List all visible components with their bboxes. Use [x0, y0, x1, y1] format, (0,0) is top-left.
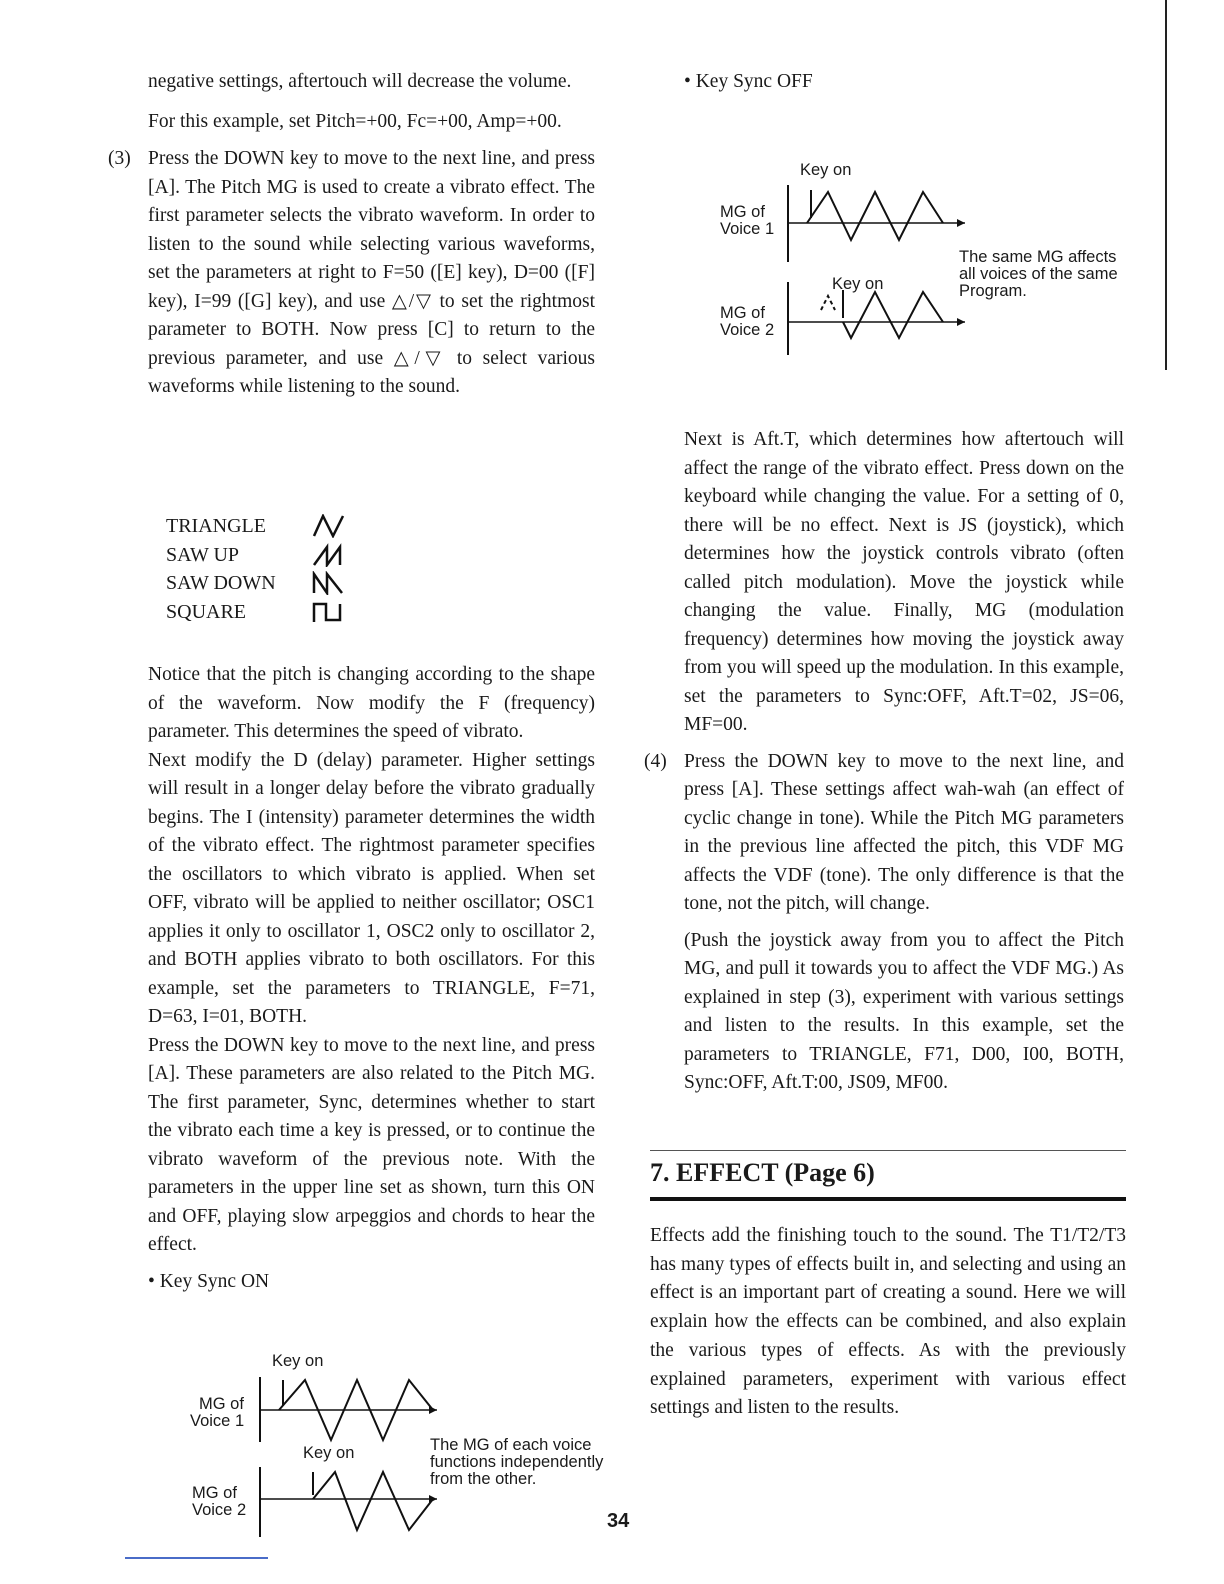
mg-voice2-label: MG of	[192, 1484, 237, 1502]
mg-voice1-label: Voice 1	[190, 1412, 245, 1430]
key-on-label: Key on	[832, 275, 884, 293]
right-column	[644, 426, 1124, 1098]
saw-down-wave-icon	[312, 571, 346, 595]
waveform-label: SAW UP	[166, 543, 240, 566]
waveform-label: TRIANGLE	[166, 515, 266, 537]
key-on-label: Key on	[303, 1444, 355, 1462]
bottom-mark	[125, 1557, 268, 1559]
step-4	[644, 748, 1124, 1098]
step-3	[108, 145, 595, 402]
mg-voice1-label: Voice 1	[720, 220, 775, 238]
note-label: functions independently	[430, 1453, 604, 1471]
notice-paragraph: Notice that the pitch is changing according to the shape of the waveform. Now modify the F (frequency) parameter. This determines the speed of vibrato.	[148, 664, 595, 742]
waveform-item	[166, 541, 276, 570]
key-on-label: Key on	[272, 1352, 324, 1370]
key-on-label: Key on	[800, 161, 852, 179]
waveform-item	[166, 512, 276, 541]
note-label: from the other.	[430, 1470, 537, 1488]
step-4-text: Press the DOWN key to move to the next line, and press [A]. These settings affect wah-wah (an effect of cyclic change in tone). While the Pitch MG parameters in the previous line affected the pitch, this VDF MG affects the VDF (tone). The only difference is that the tone, not the pitch, will change.	[684, 750, 1124, 914]
step-4-number: (4)	[644, 750, 667, 772]
intro-paragraph-1: negative settings, aftertouch will decrease the volume.	[148, 71, 572, 92]
left-column	[108, 68, 595, 402]
note-label: The same MG affects	[959, 248, 1117, 266]
mg-voice2-label: MG of	[720, 304, 765, 322]
section-heading: 7. EFFECT (Page 6)	[650, 1158, 875, 1187]
sync-paragraph: Press the DOWN key to move to the next line, and press [A]. These parameters are also related to the Pitch MG. The first parameter, Sync, determines whether to start the vibrato each time a key is pressed, or to continue the vibrato waveform of the previous note. With the parameters in the upper line set as shown, turn this ON and OFF, playing slow arpeggios and chords to hear the effect.	[148, 1034, 595, 1255]
note-label: all voices of the same	[959, 265, 1118, 283]
mg-voice2-label: Voice 2	[192, 1501, 247, 1519]
left-column-lower	[148, 661, 595, 1296]
page-number: 34	[607, 1510, 630, 1532]
heading-rule	[650, 1197, 1126, 1201]
step-3-text: Press the DOWN key to move to the next line, and press [A]. The Pitch MG is used to create a vibrato effect. The first parameter selects the vibrato waveform. In order to listen to the sound while selecting various waveforms, set the parameters at right to F=50 ([E] key), D=00 ([F] key), I=99 ([G] key), and use △/▽ to set the rightmost parameter to BOTH. Now press [C] to return to the previous parameter, and use △/▽ to select various waveforms while listening to the sound.	[148, 148, 595, 397]
waveform-label: SQUARE	[166, 600, 247, 623]
triangle-wave-icon	[312, 514, 346, 538]
delay-paragraph: Next modify the D (delay) parameter. Higher settings will result in a longer delay before the vibrato gradually begins. The I (intensity) parameter determines the width of the vibrato effect. The rightmost parameter specifies the oscillators to which vibrato is applied. When set OFF, vibrato will be applied to neither oscillator; OSC1 applies it only to oscillator 1, OSC2 only to oscillator 2, and BOTH applies vibrato to both oscillators. For this example, set the parameters to TRIANGLE, F=71, D=63, I=01, BOTH.	[148, 749, 595, 1027]
aftertouch-paragraph: Next is Aft.T, which determines how aftertouch will affect the range of the vibrato effect. Press down on the keyboard while changing the value. For a setting of 0, there will be no effect. Next is JS (joystick), which determines how the joystick controls vibrato (often called pitch modulation). Move the joystick while changing the value. Finally, MG (modulation frequency) determines how moving the joystick away from you will speed up the modulation. In this example, set the parameters to Sync:OFF, Aft.T=02, JS=06, MF=00.	[684, 429, 1124, 735]
key-sync-off-waveform	[783, 180, 973, 360]
key-sync-off-title: • Key Sync OFF	[684, 71, 813, 92]
square-wave-icon	[312, 600, 346, 624]
intro-paragraph-2: For this example, set Pitch=+00, Fc=+00, Amp=+00.	[148, 110, 562, 132]
waveform-item	[166, 569, 276, 598]
waveform-list	[166, 512, 276, 626]
key-sync-on-waveform	[255, 1372, 445, 1542]
mg-voice1-label: MG of	[720, 203, 765, 221]
section-divider	[650, 1150, 1126, 1151]
key-sync-on-title: • Key Sync ON	[148, 1270, 270, 1292]
mg-voice1-label: MG of	[199, 1395, 244, 1413]
saw-up-wave-icon	[312, 543, 346, 567]
binding-edge-line	[1165, 0, 1167, 370]
waveform-item	[166, 598, 276, 627]
effect-section-body	[650, 1222, 1126, 1423]
note-label: Program.	[959, 282, 1027, 300]
effect-paragraph: Effects add the finishing touch to the sound. The T1/T2/T3 has many types of effects built in, and selecting and using an effect is an important part of creating a sound. Here we will explain how the effects can be combined, and also explain the various types of effects. As with the previously explained parameters, experiment with various effect settings and listen to the results.	[650, 1225, 1126, 1419]
mg-voice2-label: Voice 2	[720, 321, 775, 339]
step-3-number: (3)	[108, 148, 131, 169]
note-label: The MG of each voice	[430, 1436, 592, 1454]
waveform-label: SAW DOWN	[166, 572, 276, 594]
step-4-push-paragraph: (Push the joystick away from you to affect the Pitch MG, and pull it towards you to affect the VDF MG.) As explained in step (3), experiment with various settings and listen to the results. In this example, set the parameters to TRIANGLE, F71, D00, I00, BOTH, Sync:OFF, Aft.T:00, JS09, MF00.	[684, 929, 1124, 1093]
